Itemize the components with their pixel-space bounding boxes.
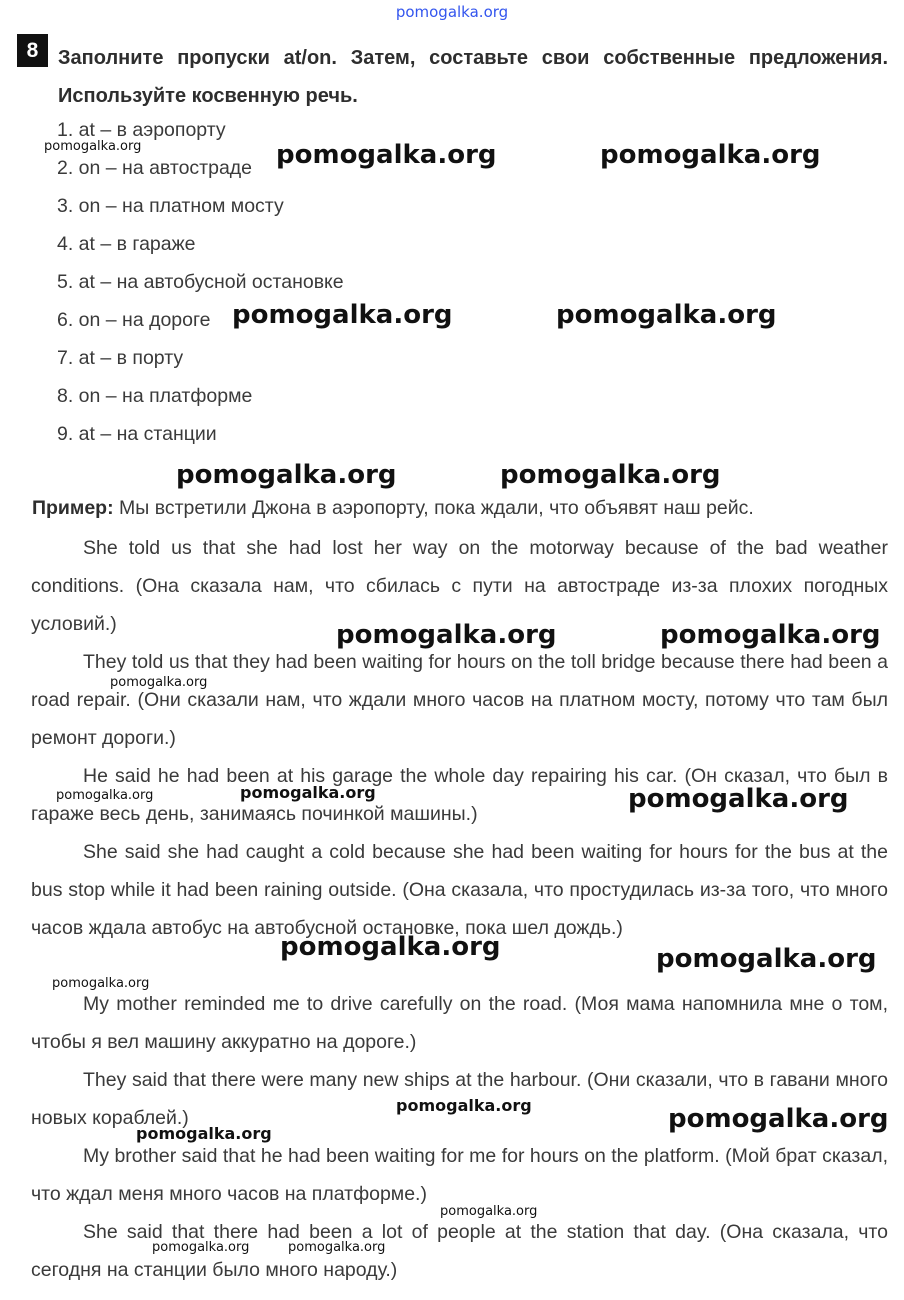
paragraph-4: She said she had caught a cold because she had been waiting for hours for the bus at the bus stop while it had been raining outside. (Она сказала, что простудилась из-за того, что много часов ждала автобус на автобусной остановке, пока шел дождь.) bbox=[31, 841, 888, 939]
site-link[interactable]: pomogalka.org bbox=[395, 3, 509, 21]
watermark: pomogalka.org bbox=[136, 1124, 272, 1143]
answer-item: 9. at – на станции bbox=[57, 423, 217, 445]
paragraph-1: She told us that she had lost her way on the motorway because of the bad weather conditions. (Она сказала нам, что сбилась с пути на автостраде из-за плохих погодных условий.) bbox=[31, 537, 888, 635]
watermark: pomogalka.org bbox=[440, 1204, 538, 1219]
example-text: Мы встретили Джона в аэропорту, пока ждали, что объявят наш рейс. bbox=[119, 497, 754, 519]
watermark: pomogalka.org bbox=[240, 783, 376, 802]
watermark: pomogalka.org bbox=[556, 300, 777, 330]
answer-item: 3. on – на платном мосту bbox=[57, 195, 284, 217]
watermark: pomogalka.org bbox=[668, 1104, 889, 1134]
answer-item: 6. on – на дороге bbox=[57, 309, 211, 331]
exercise-number: 8 bbox=[17, 34, 48, 67]
paragraph-8: She said that there had been a lot of people at the station that day. (Она сказала, что сегодня на станции было много народу.) bbox=[31, 1221, 888, 1281]
watermark: pomogalka.org bbox=[628, 784, 849, 814]
watermark: pomogalka.org bbox=[232, 300, 453, 330]
exercise-instruction: Заполните пропуски at/on. Затем, составьте свои собственные предложения. Используйте косвенную речь. bbox=[58, 47, 888, 107]
paragraph-3: He said he had been at his garage the whole day repairing his car. (Он сказал, что был в гараже весь день, занимаясь починкой машины.) bbox=[31, 765, 888, 825]
watermark: pomogalka.org bbox=[336, 620, 557, 650]
example-label: Пример: bbox=[32, 497, 114, 519]
example-line bbox=[32, 497, 754, 520]
paragraph-2: They told us that they had been waiting for hours on the toll bridge because there had been a road repair. (Они сказали нам, что ждали много часов на платном мосту, потому что там был ремонт дороги.) bbox=[31, 651, 888, 749]
watermark: pomogalka.org bbox=[396, 1096, 532, 1115]
watermark: pomogalka.org bbox=[500, 460, 721, 490]
paragraph-5: My mother reminded me to drive carefully on the road. (Моя мама напомнила мне о том, чтобы я вел машину аккуратно на дороге.) bbox=[31, 993, 888, 1053]
paragraph-7: My brother said that he had been waiting for me for hours on the platform. (Мой брат сказал, что ждал меня много часов на платформе.) bbox=[31, 1145, 888, 1205]
watermark: pomogalka.org bbox=[600, 140, 821, 170]
answer-item: 2. on – на автостраде bbox=[57, 157, 253, 179]
watermark: pomogalka.org bbox=[52, 976, 150, 991]
watermark: pomogalka.org bbox=[110, 675, 208, 690]
answer-item: 5. at – на автобусной остановке bbox=[57, 271, 344, 293]
paragraph-6: They said that there were many new ships at the harbour. (Они сказали, что в гавани много новых кораблей.) bbox=[31, 1069, 888, 1129]
watermark: pomogalka.org bbox=[44, 139, 142, 154]
watermark: pomogalka.org bbox=[280, 932, 501, 962]
watermark: pomogalka.org bbox=[288, 1240, 386, 1255]
answer-item: 8. on – на платформе bbox=[57, 385, 253, 407]
watermark: pomogalka.org bbox=[56, 788, 154, 803]
watermark: pomogalka.org bbox=[176, 460, 397, 490]
answer-item: 1. at – в аэропорту bbox=[57, 119, 226, 141]
watermark: pomogalka.org bbox=[276, 140, 497, 170]
watermark: pomogalka.org bbox=[660, 620, 881, 650]
watermark: pomogalka.org bbox=[656, 944, 877, 974]
answer-item: 7. at – в порту bbox=[57, 347, 184, 369]
watermark: pomogalka.org bbox=[152, 1240, 250, 1255]
answer-item: 4. at – в гараже bbox=[57, 233, 196, 255]
